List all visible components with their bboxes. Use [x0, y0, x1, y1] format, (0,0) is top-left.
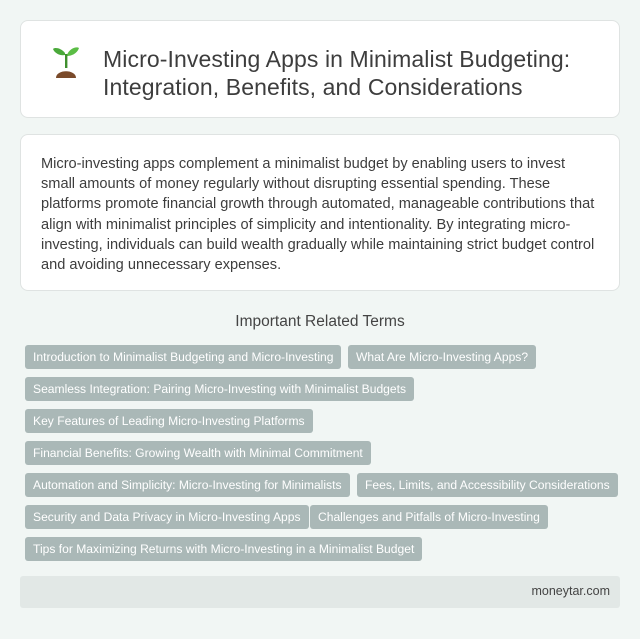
term-tag-seamless-integration[interactable]: Seamless Integration: Pairing Micro-Investing with Minimalist Budgets: [25, 377, 414, 401]
term-tag-challenges[interactable]: Challenges and Pitfalls of Micro-Investing: [310, 505, 548, 529]
summary-card: [20, 134, 620, 291]
term-tag-introduction[interactable]: Introduction to Minimalist Budgeting and Micro-Investing: [25, 345, 341, 369]
footer-site-link[interactable]: moneytar.com: [531, 584, 610, 598]
term-tag-automation[interactable]: Automation and Simplicity: Micro-Investing for Minimalists: [25, 473, 350, 497]
term-tag-key-features[interactable]: Key Features of Leading Micro-Investing Platforms: [25, 409, 313, 433]
term-tag-fees-limits[interactable]: Fees, Limits, and Accessibility Considerations: [357, 473, 618, 497]
page-title: Micro-Investing Apps in Minimalist Budgeting: Integration, Benefits, and Considerations: [103, 46, 571, 100]
summary-text: Micro-investing apps complement a minimalist budget by enabling users to invest small amounts of money regularly without disrupting essential spending. These platforms promote financial growth through automated, manageable contributions that align with minimalist principles of simplicity and intentionality. By integrating micro-investing, individuals can build wealth gradually while maintaining strict budget control and avoiding unnecessary expenses.: [41, 156, 595, 274]
related-terms-heading: Important Related Terms: [235, 313, 405, 330]
term-tag-tips[interactable]: Tips for Maximizing Returns with Micro-Investing in a Minimalist Budget: [25, 537, 422, 561]
term-tag-security[interactable]: Security and Data Privacy in Micro-Investing Apps: [25, 505, 309, 529]
footer: [20, 576, 620, 608]
title-wrap: [51, 45, 595, 101]
term-tag-financial-benefits[interactable]: Financial Benefits: Growing Wealth with Minimal Commitment: [25, 441, 371, 465]
term-tag-what-are-apps[interactable]: What Are Micro-Investing Apps?: [348, 345, 536, 369]
title-card: [20, 20, 620, 118]
sprout-icon: [51, 45, 81, 79]
